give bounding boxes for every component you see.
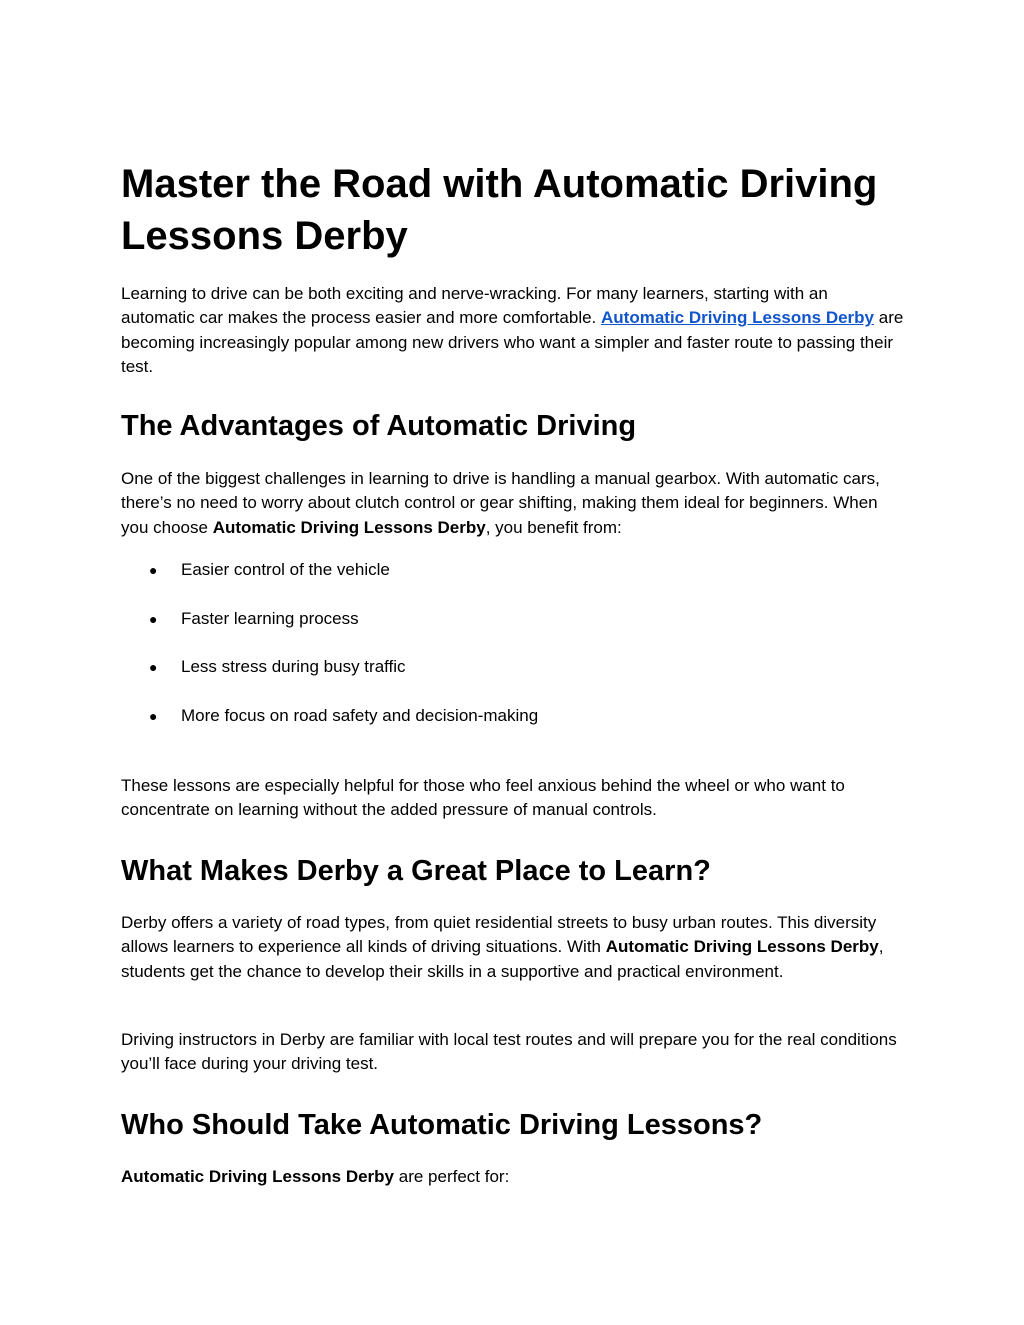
list-item-text: Faster learning process — [181, 608, 359, 628]
advantages-paragraph — [121, 467, 906, 540]
advantages-bold-keyword: Automatic Driving Lessons Derby — [212, 517, 486, 537]
list-item-text: Easier control of the vehicle — [181, 560, 390, 579]
list-item — [121, 558, 906, 607]
list-item — [121, 655, 906, 704]
list-item-text: Less stress during busy traffic — [181, 657, 406, 676]
section-heading-derby: What Makes Derby a Great Place to Learn? — [121, 855, 711, 887]
bullet-icon: ● — [149, 562, 158, 578]
who-paragraph — [121, 1165, 906, 1189]
intro-text-start: Learning to drive can be both exciting and nerve-wracking. For many learners, starting with an automatic car makes the process easier and more comfortable. — [121, 284, 828, 328]
automatic-driving-lessons-link[interactable]: Automatic Driving Lessons Derby — [601, 308, 875, 328]
advantages-text-end: , you benefit from: — [485, 517, 622, 537]
derby-bold-keyword: Automatic Driving Lessons Derby — [605, 937, 879, 957]
benefits-list — [121, 558, 906, 752]
list-item-text: More focus on road safety and decision-making — [181, 705, 539, 725]
derby-paragraph-2: Driving instructors in Derby are familiar with local test routes and will prepare you for the real conditions you’ll face during your driving test. — [121, 1030, 897, 1074]
section-heading-advantages: The Advantages of Automatic Driving — [121, 410, 637, 442]
bullet-icon: ● — [149, 610, 158, 627]
who-text-end: are perfect for: — [394, 1167, 510, 1186]
bullet-icon: ● — [149, 659, 158, 675]
who-bold-keyword: Automatic Driving Lessons Derby — [121, 1167, 395, 1186]
derby-paragraph-1 — [121, 911, 906, 984]
list-item — [121, 607, 906, 656]
list-item — [121, 704, 906, 753]
advantages-closing-paragraph: These lessons are especially helpful for those who feel anxious behind the wheel or who want to concentrate on learning without the added pressure of manual controls. — [121, 776, 845, 820]
bullet-icon: ● — [149, 707, 158, 724]
intro-paragraph — [121, 282, 906, 379]
intro-text-end: are becoming increasingly popular among new drivers who want a simpler and faster route to passing their test. — [121, 308, 904, 376]
section-heading-who: Who Should Take Automatic Driving Lessons? — [121, 1109, 763, 1141]
derby-text-start: Derby offers a variety of road types, from quiet residential streets to busy urban routes. This diversity allows learners to experience all kinds of driving situations. With — [121, 913, 877, 957]
advantages-text-start: One of the biggest challenges in learning to drive is handling a manual gearbox. With automatic cars, there’s no need to worry about clutch control or gear shifting, making them ideal for beginners. When you choose — [121, 469, 880, 537]
page-title: Master the Road with Automatic Driving Lessons Derby — [121, 162, 878, 258]
derby-text-end: , students get the chance to develop their skills in a supportive and practical environment. — [121, 937, 884, 981]
